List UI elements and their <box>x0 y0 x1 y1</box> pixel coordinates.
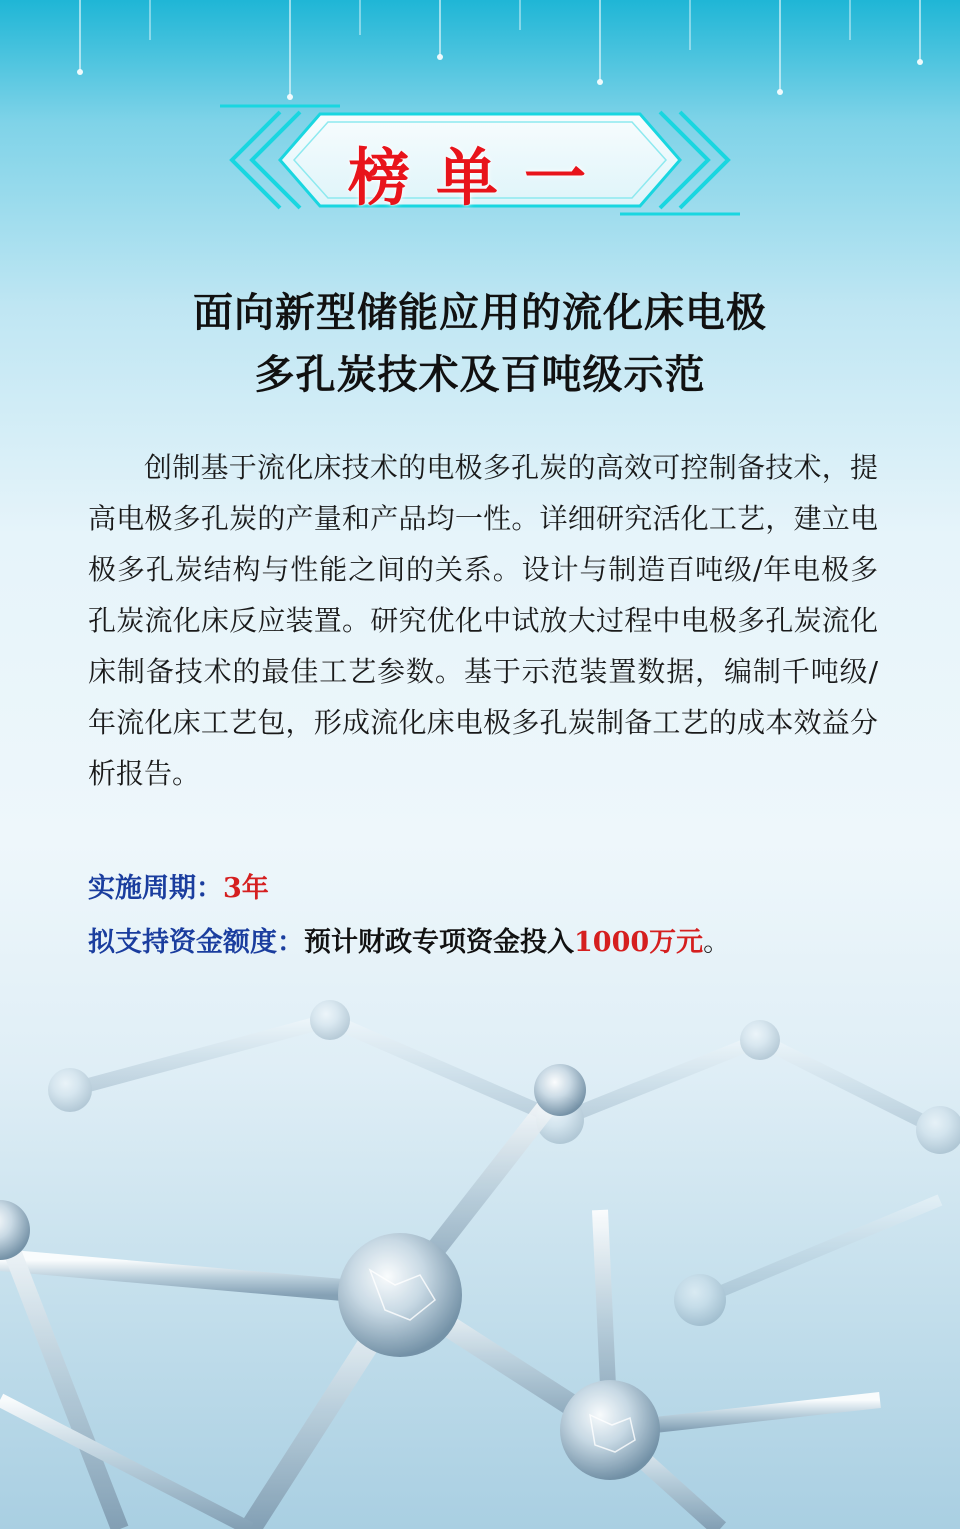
banner-title: 榜单一 <box>347 141 612 214</box>
project-title-line2: 多孔炭技术及百吨级示范 <box>254 351 706 398</box>
molecule-decoration <box>0 1000 960 1529</box>
implementation-period-label: 实施周期： <box>88 873 223 904</box>
project-title-line1: 面向新型储能应用的流化床电极 <box>193 289 767 336</box>
funding-suffix: 。 <box>703 927 731 958</box>
funding-prefix: 预计财政专项资金投入 <box>304 927 574 958</box>
project-description: 创制基于流化床技术的电极多孔炭的高效可控制备技术，提高电极多孔炭的产量和产品均一性。详细研究活化工艺，建立电极多孔炭结构与性能之间的关系。设计与制造百吨级/年电极多孔炭流化床反应装置。研究优化中试放大过程中电极多孔炭流化床制备技术的最佳工艺参数。基于示范装置数据，编制千吨级/年流化床工艺包，形成流化床电极多孔炭制备工艺的成本效益分析报告。 <box>88 451 878 790</box>
light-streaks-decoration <box>80 0 920 95</box>
funding-amount <box>88 920 730 959</box>
funding-amount-value: 1000万元 <box>574 927 704 958</box>
implementation-period-value: 3年 <box>223 873 269 904</box>
implementation-period <box>88 866 269 905</box>
project-title <box>0 282 960 406</box>
funding-label: 拟支持资金额度： <box>88 927 304 958</box>
